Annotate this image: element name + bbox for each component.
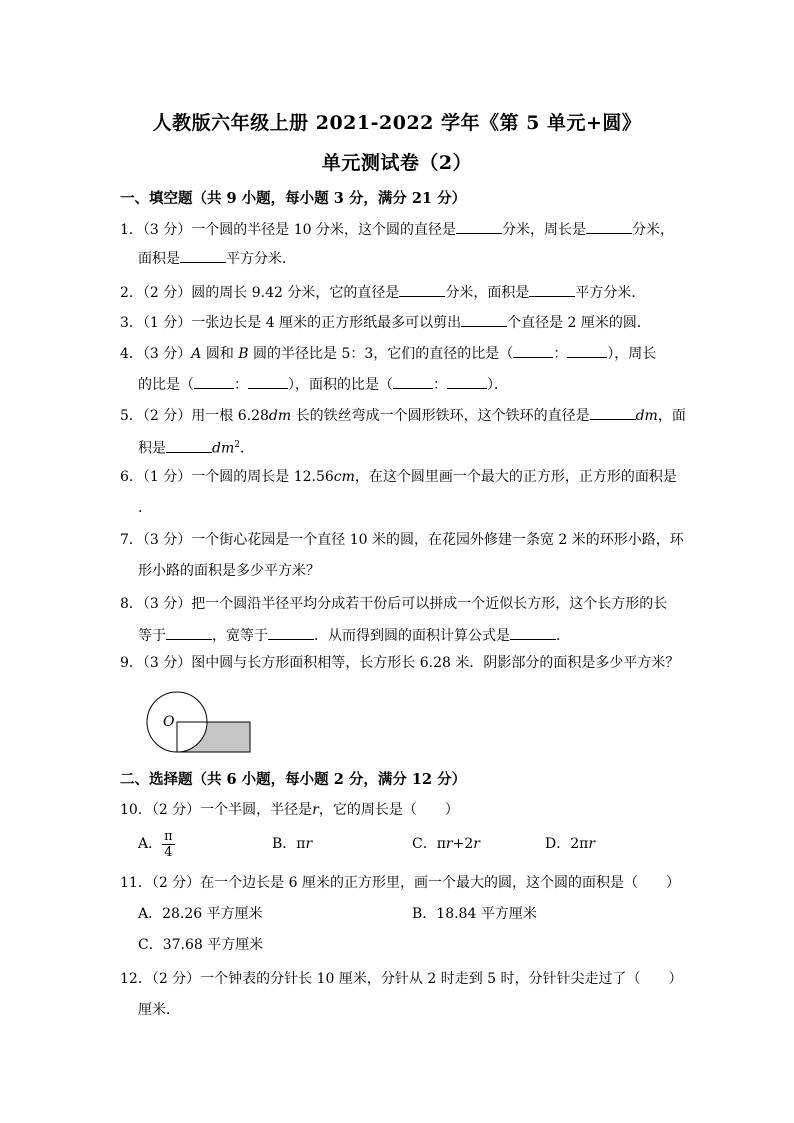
question-3 bbox=[120, 312, 651, 332]
q10-option-c bbox=[412, 835, 480, 853]
question-12-line-2: 厘米． bbox=[138, 1002, 180, 1018]
page-title-line-1: 人教版六年级上册 2021-2022 学年《第 5 单元+圆》 bbox=[152, 112, 642, 134]
q5-text-c: ，面 bbox=[657, 408, 686, 424]
q1-text-c: 分米， bbox=[631, 222, 674, 238]
q1-text-d: 面积是 bbox=[138, 251, 180, 267]
question-7-line-1: 7．（3 分）一个街心花园是一个直径 10 米的圆，在花园外修建一条宽 2 米的环形小路，环 bbox=[120, 532, 684, 548]
q4-text-c: 圆的半径比是 5：3，它们的直径的比是（ bbox=[248, 346, 514, 362]
q4-colon-2: ： bbox=[234, 377, 248, 393]
q8-text-e: ． bbox=[556, 628, 570, 644]
circle-rectangle-figure bbox=[140, 686, 260, 758]
q4-colon-3: ： bbox=[433, 377, 447, 393]
q10-text-b: ，它的周长是（ ） bbox=[318, 802, 459, 818]
question-1-line-1 bbox=[120, 219, 674, 239]
q8-text-c: ，宽等于 bbox=[212, 628, 268, 644]
q1-blank-area bbox=[180, 248, 226, 263]
q10-option-d bbox=[545, 835, 595, 853]
question-11: 11．（2 分）在一个边长是 6 厘米的正方形里，画一个最大的圆，这个圆的面积是（ ） bbox=[120, 875, 680, 891]
page-title-line-2: 单元测试卷（2） bbox=[321, 152, 473, 174]
q1-text-a: 1．（3 分）一个圆的半径是 10 分米，这个圆的直径是 bbox=[120, 222, 456, 238]
q6-text-a: 6．（1 分）一个圆的周长是 12.56 bbox=[120, 469, 334, 485]
question-8-line-1: 8．（3 分）把一个圆沿半径平均分成若干份后可以拼成一个近似长方形，这个长方形的长 bbox=[120, 596, 668, 612]
q4-text-f: ），面积的比是（ bbox=[288, 377, 393, 393]
q5-text-e: ． bbox=[239, 440, 254, 457]
q5-blank-diameter bbox=[590, 405, 636, 420]
question-5-line-2 bbox=[138, 436, 254, 458]
q10-option-c-r2: r bbox=[473, 836, 480, 852]
q10-option-b-text: B．π bbox=[272, 836, 306, 852]
q2-text-c: 平方分米． bbox=[575, 285, 646, 301]
question-2 bbox=[120, 282, 645, 302]
q1-text-b: 分米，周长是 bbox=[501, 222, 586, 238]
question-12-line-1: 12．（2 分）一个钟表的分针长 10 厘米，分针从 2 时走到 5 时，分针针尖走过了（ ） bbox=[120, 971, 683, 987]
q10-option-d-r: r bbox=[588, 836, 596, 852]
q5-unit-sup: 2 bbox=[234, 440, 240, 450]
q8-blank-formula bbox=[510, 625, 556, 640]
q5-text-d: 积是 bbox=[138, 440, 166, 457]
q6-unit-cm: cm bbox=[333, 469, 355, 485]
q4-blank-4 bbox=[248, 374, 288, 389]
question-4-line-1 bbox=[120, 343, 656, 363]
question-1-line-2 bbox=[138, 248, 296, 268]
q4-colon-1: ： bbox=[553, 346, 568, 362]
q10-text-a: 10．（2 分）一个半圆，半径是 bbox=[120, 802, 313, 818]
q2-blank-diameter bbox=[399, 282, 445, 297]
q10-option-b bbox=[272, 835, 312, 853]
q6-text-b: ，在这个圆里画一个最大的正方形，正方形的面积是 bbox=[354, 469, 677, 485]
q3-text-b: 个直径是 2 厘米的圆． bbox=[507, 315, 651, 331]
q2-text-a: 2．（2 分）圆的周长 9.42 分米，它的直径是 bbox=[120, 285, 400, 301]
q10-option-c-plus: +2 bbox=[452, 836, 474, 852]
q10-option-a-label: A． bbox=[138, 836, 163, 852]
section-1-header: 一、填空题（共 9 小题，每小题 3 分，满分 21 分） bbox=[120, 190, 467, 207]
q4-text-d: ），周长 bbox=[607, 346, 657, 362]
q1-blank-circumference bbox=[586, 219, 632, 234]
q4-circle-a: A bbox=[191, 346, 202, 362]
q3-blank-count bbox=[461, 312, 507, 327]
q11-option-a: A．28.26 平方厘米 bbox=[138, 906, 263, 922]
question-6-line-1 bbox=[120, 468, 677, 486]
q3-text-a: 3．（1 分）一张边长是 4 厘米的正方形纸最多可以剪出 bbox=[120, 315, 462, 331]
q4-text-a: 4．（3 分） bbox=[120, 346, 192, 362]
q10-var-r: r bbox=[312, 802, 319, 818]
q5-text-b: 长的铁丝弯成一个圆形铁环，这个铁环的直径是 bbox=[291, 408, 590, 424]
center-label-o: O bbox=[163, 714, 175, 730]
q10-option-c-text: C．π bbox=[412, 836, 446, 852]
q5-blank-area bbox=[166, 438, 212, 453]
q4-blank-6 bbox=[447, 374, 487, 389]
q10-option-a-fraction bbox=[162, 829, 175, 860]
q8-text-d: ．从而得到圆的面积计算公式是 bbox=[314, 628, 510, 644]
q8-blank-width bbox=[268, 625, 314, 640]
q4-blank-1 bbox=[513, 343, 553, 358]
q5-unit-dm2: dm bbox=[212, 440, 235, 457]
question-5-line-1 bbox=[120, 405, 686, 425]
q1-blank-diameter bbox=[456, 219, 502, 234]
question-6-line-2: ． bbox=[138, 500, 152, 516]
q8-text-b: 等于 bbox=[138, 628, 166, 644]
q10-option-b-r: r bbox=[305, 836, 313, 852]
q4-text-e: 的比是（ bbox=[138, 377, 194, 393]
question-10 bbox=[120, 801, 459, 819]
q1-text-e: 平方分米． bbox=[226, 251, 296, 267]
q2-text-b: 分米，面积是 bbox=[445, 285, 530, 301]
q8-blank-length bbox=[166, 625, 212, 640]
q4-text-g: ）． bbox=[487, 377, 508, 393]
fraction-denominator: 4 bbox=[164, 844, 173, 860]
q5-unit-dm-2: dm bbox=[635, 408, 658, 424]
q4-blank-5 bbox=[393, 374, 433, 389]
q11-option-b: B．18.84 平方厘米 bbox=[412, 906, 537, 922]
q5-unit-dm: dm bbox=[268, 408, 292, 424]
q11-option-c: C．37.68 平方厘米 bbox=[138, 937, 264, 953]
q10-option-d-text: D．2π bbox=[545, 836, 589, 852]
q10-option-a bbox=[138, 828, 175, 860]
q4-text-b: 圆和 bbox=[201, 346, 239, 362]
q5-text-a: 5．（2 分）用一根 6.28 bbox=[120, 408, 269, 424]
q4-blank-3 bbox=[194, 374, 234, 389]
q2-blank-area bbox=[529, 282, 575, 297]
question-9: 9．（3 分）图中圆与长方形面积相等，长方形长 6.28 米．阴影部分的面积是多少平方米？ bbox=[120, 655, 680, 671]
question-7-line-2: 形小路的面积是多少平方米？ bbox=[138, 563, 320, 579]
question-4-line-2 bbox=[138, 374, 508, 394]
section-2-header: 二、选择题（共 6 小题，每小题 2 分，满分 12 分） bbox=[120, 771, 467, 788]
fraction-numerator: π bbox=[164, 828, 173, 844]
question-8-line-2 bbox=[138, 625, 570, 645]
q10-option-c-r: r bbox=[445, 836, 453, 852]
q4-blank-2 bbox=[567, 343, 607, 358]
q4-circle-b: B bbox=[238, 346, 249, 362]
